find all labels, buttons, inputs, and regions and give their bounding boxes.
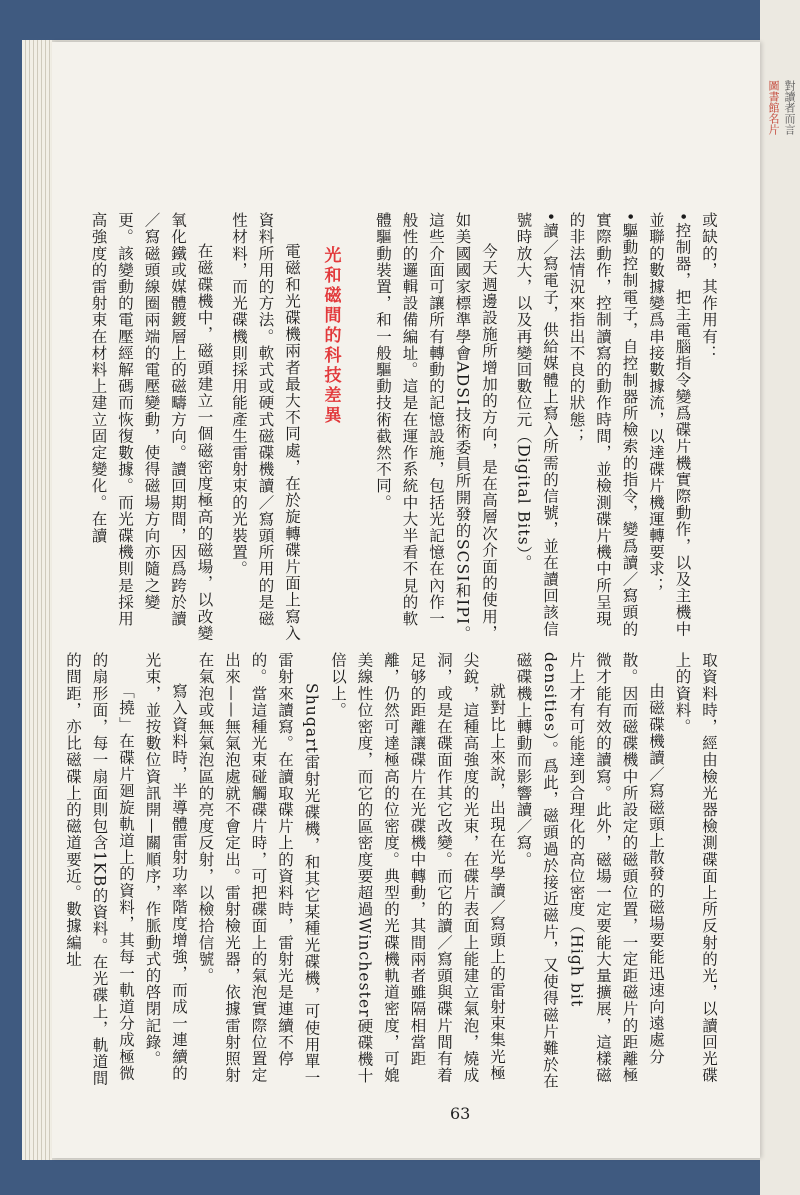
bullet-item: •驅動控制電子，自控制器所檢索的指令，變爲讀／寫頭的實際動作，控制讀寫的動作時間，並檢測碟片機中所呈現的非法情況來指出不良的狀態；: [567, 212, 639, 638]
paragraph: 「撓」在碟片廻旋軌道上的資料，其每一軌道分成極微的扇形面，每一扇面則包含1KB的資料。在光碟上，軌道間的間距，亦比磁碟上的磁道要近。數據編址: [64, 652, 135, 1087]
paragraph: 取資料時，經由檢光器檢測碟面上所反射的光，以讀回光碟上的資料。: [673, 652, 718, 1084]
upper-text-block: [89, 212, 722, 642]
paragraph: 今天週邊設施所增加的方向，是在高層次介面的使用，如美國國家標準學會ADSI技術委員所開發的SCSI和IPI。這些介面可讓所有轉動的記憶設施，包括光記憶在內作一般性的邏輯設備編址。這是在運作系統中大半看不見的軟體驅動裝置，和一般驅動技術截然不同。: [374, 212, 498, 642]
page-number: 63: [450, 1104, 471, 1123]
paragraph: 在磁碟機中，磁頭建立一個磁密度極高的磁場，以改變氧化鐵或媒體鍍層上的磁疇方向。讀回期間，因爲跨於讀／寫磁頭線圈兩端的電壓變動，使得磁場方向亦隨之變更。該變動的電壓經解碼而恢復數據。而光碟機則是採用高強度的雷射束在材料上建立固定變化。在讀: [89, 212, 214, 642]
paragraph: 就對比上來說，出現在光學讀／寫頭上的雷射束集光極尖銳，這種高強度的光束，在碟片表面上能建立氣泡，燒成洞，或是在碟面作其它改變。而它的讀／寫頭與碟片間有着足够的距離讓碟片在光碟機中轉動，其間兩者雖隔相當距離，仍然可達極高的位密度。典型的光碟機軌道密度，可媲美線性位密度，而它的區密度要超過Winchester硬碟機十倍以上。: [329, 652, 506, 1085]
paragraph: 由磁碟機讀／寫磁頭上散發的磁場要能迅速向遠處分散。因而磁碟機中所設定的磁頭位置，一定距磁片的距離極微才能有效的讀寫。此外，磁場一定要能大量擴展，這樣磁片上才有可能達到合理化的高位密度（High bit densities）。爲此，磁頭過於接近磁片，又使得磁片難於在磁碟機上轉動而影響讀／寫。: [514, 652, 665, 1090]
section-heading: 光和磁間的科技差異: [320, 246, 341, 426]
paragraph: 寫入資料時，半導體雷射功率階度增強，而成一連續的光束，並按數位資訊開—關順序，作脈動式的啓閉記錄。: [143, 652, 188, 1082]
book-cover-bottom: [0, 1160, 800, 1195]
page-edges: [22, 40, 52, 1160]
paragraph: 電磁和光碟機兩者最大不同處，在於旋轉碟片面上寫入資料所用的方法。軟式或硬式磁碟機讀／寫頭所用的是磁性材料，而光碟機則採用能產生雷射束的光裝置。: [230, 212, 301, 642]
book-cover-top: [0, 0, 800, 40]
bullet-item: •讀／寫電子，供給媒體上寫入所需的信號，並在讀回該信號時放大，以及再變回數位元（Digital Bits）。: [514, 212, 559, 638]
bullet-item: •控制器，把主電腦指令變爲碟片機實際動作，以及主機中並聯的數據變爲串接數據流，以達碟片機運轉要求；: [647, 212, 692, 638]
adjacent-page-fragment: 對讀者而言: [783, 80, 796, 135]
lower-text-block: [64, 652, 722, 1092]
paragraph: 或缺的，其作用有：: [700, 212, 718, 362]
book-cover-spine: [0, 0, 22, 1195]
adjacent-page-fragment: 圖書館名片: [767, 80, 780, 135]
paragraph: Shuqart雷射光碟機，和其它某種光碟機，可使用單一雷射來讀寫。在讀取碟片上的資料時，雷射光是連續不停的。當這種光束碰觸碟片時，可把碟面上的氣泡實際位置定出來——無氣泡處就不會定出。雷射檢光器，依據雷射照射在氣泡或無氣泡區的亮度反射，以檢拾信號。: [196, 652, 321, 1087]
adjacent-page: [760, 0, 800, 1195]
book-page: [52, 42, 760, 1158]
